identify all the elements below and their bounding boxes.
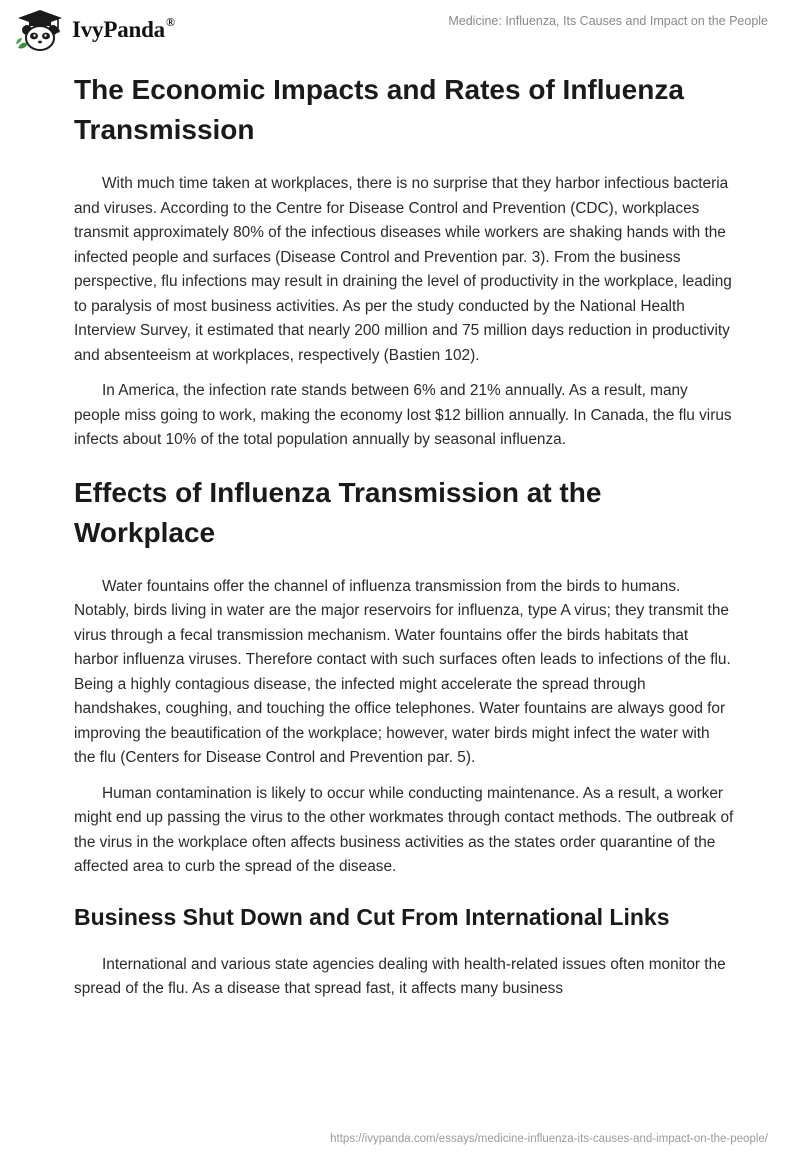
brand-name: IvyPanda® [72, 15, 175, 42]
paragraph: Human contamination is likely to occur while conducting maintenance. As a result, a worker might end up passing the virus to the other workmates through contact methods. The outbreak of the virus in the workplace often affects business activities as the states order quarantine of the affected area to curb the spread of the disease. [74, 784, 734, 875]
document-title: Medicine: Influenza, Its Causes and Impact on the People [448, 14, 768, 28]
section-heading-economic-impacts: The Economic Impacts and Rates of Influenza Transmission [74, 74, 684, 145]
paragraph: Water fountains offer the channel of influenza transmission from the birds to humans. Notably, birds living in water are the major reservoirs for influenza, type A virus; they transmit the virus through a fecal transmission mechanism. Water fountains offer the birds habitats that harbor influenza viruses. Therefore contact with such surfaces often leads to infections of the flu. Being a highly contagious disease, the infected might accelerate the spread through handshakes, coughing, and touching the office telephones. Water fountains are always good for improving the beautification of the workplace; however, water birds might infect the water with the flu (Centers for Disease Control and Prevention par. 5). [74, 577, 731, 766]
paragraph: With much time taken at workplaces, there is no surprise that they harbor infectious bacteria and viruses. According to the Centre for Disease Control and Prevention (CDC), workplaces transmit approximately 80% of the infectious diseases while workers are shaking hands with the infected people and surfaces (Disease Control and Prevention par. 3). From the business perspective, flu infections may result in draining the level of productivity in the workplace, leading to paralysis of most business activities. As per the study conducted by the National Health Interview Survey, it estimated that nearly 200 million and 75 million days reduction in productivity and absenteeism at workplaces, respectively (Bastien 102). [74, 175, 732, 364]
source-url-link[interactable]: https://ivypanda.com/essays/medicine-influenza-its-causes-and-impact-on-the-people/ [330, 1133, 768, 1145]
ivypanda-logo[interactable] [14, 8, 175, 52]
page-header [0, 0, 800, 62]
subsection-heading-business-shut-down: Business Shut Down and Cut From International Links [74, 903, 670, 930]
section-heading-effects-workplace: Effects of Influenza Transmission at the Workplace [74, 476, 602, 548]
panda-graduation-cap-icon [14, 8, 66, 52]
paragraph: International and various state agencies dealing with health-related issues often monitor the spread of the flu. As a disease that spread fast, it affects many business [74, 955, 726, 997]
paragraph: In America, the infection rate stands between 6% and 21% annually. As a result, many people miss going to work, making the economy lost $12 billion annually. In Canada, the flu virus infects about 10% of the total population annually by seasonal influenza. [74, 382, 732, 448]
article-body [74, 70, 734, 1002]
